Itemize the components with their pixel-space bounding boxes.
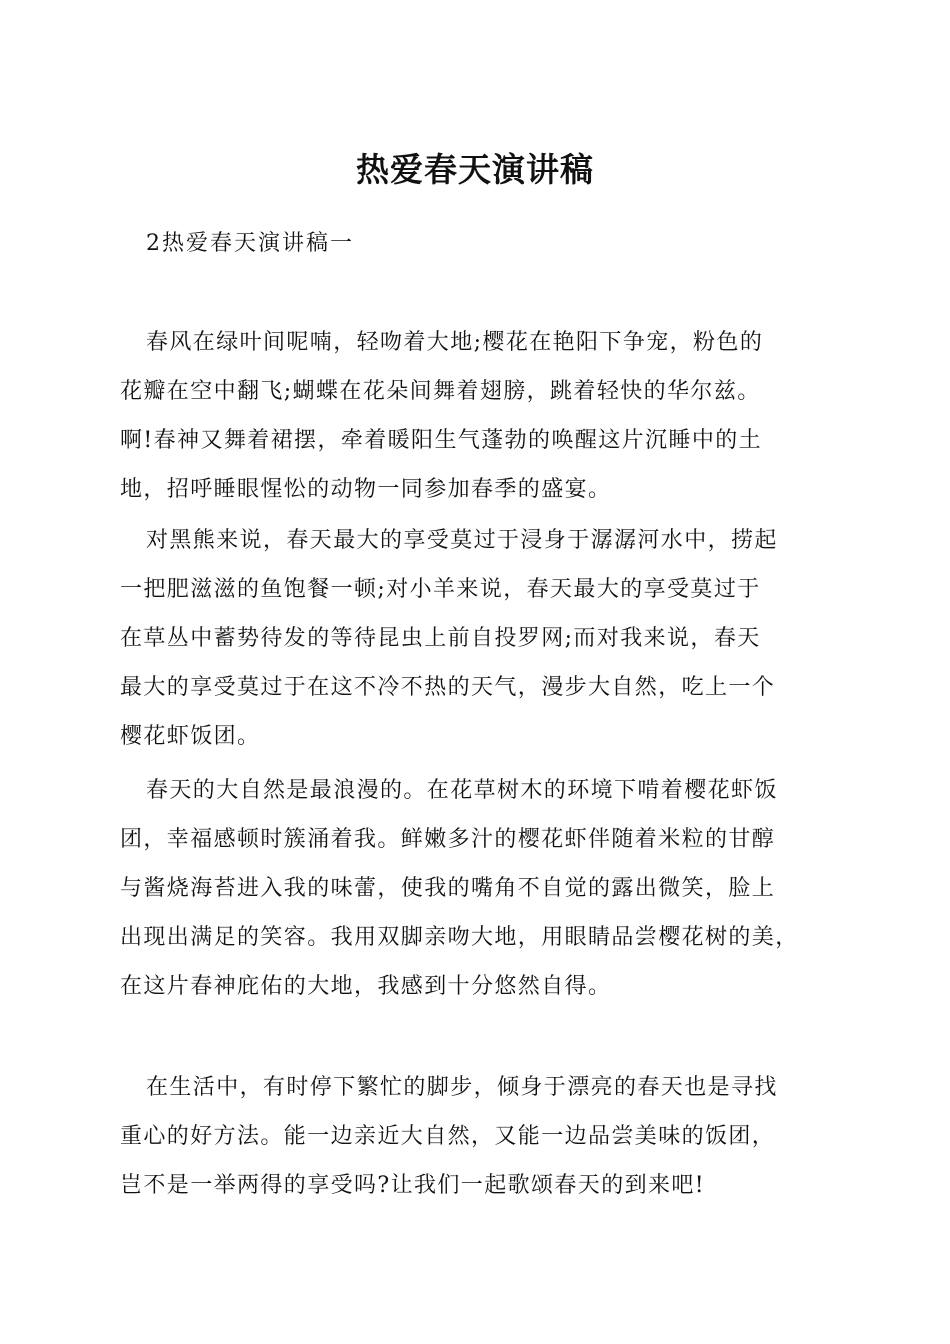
paragraph-line: 啊!春神又舞着裙摆，牵着暖阳生气蓬勃的唤醒这片沉睡中的土	[120, 428, 763, 453]
paragraph-line: 樱花虾饭团。	[120, 724, 261, 749]
paragraph-line: 与酱烧海苔进入我的味蕾，使我的嘴角不自觉的露出微笑，脸上	[120, 876, 776, 901]
paragraph-line: 春天的大自然是最浪漫的。在花草树木的环境下啃着樱花虾饭	[146, 778, 778, 803]
paragraph-line: 在生活中，有时停下繁忙的脚步，倾身于漂亮的春天也是寻找	[146, 1075, 778, 1100]
paragraph-line: 在草丛中蓄势待发的等待昆虫上前自投罗网;而对我来说，春天	[120, 626, 761, 651]
paragraph-line: 地，招呼睡眼惺忪的动物一同参加春季的盛宴。	[120, 477, 612, 502]
paragraph-1	[120, 318, 840, 514]
paragraph-line: 花瓣在空中翻飞;蝴蝶在花朵间舞着翅膀，跳着轻快的华尔兹。	[120, 379, 761, 404]
paragraph-line: 岂不是一举两得的享受吗?让我们一起歌颂春天的到来吧!	[120, 1173, 706, 1198]
paragraph-line: 春风在绿叶间呢喃，轻吻着大地;樱花在艳阳下争宠，粉色的	[146, 330, 764, 355]
paragraph-line: 对黑熊来说，春天最大的享受莫过于浸身于潺潺河水中，捞起	[146, 528, 778, 553]
document-subtitle: 2热爱春天演讲稿一	[146, 231, 354, 256]
paragraph-3	[120, 766, 840, 1011]
paragraph-line: 一把肥滋滋的鱼饱餐一顿;对小羊来说，春天最大的享受莫过于	[120, 577, 761, 602]
paragraph-2	[120, 516, 840, 761]
document-title: 热爱春天演讲稿	[356, 150, 594, 189]
paragraph-line: 出现出满足的笑容。我用双脚亲吻大地，用眼睛品尝樱花树的美，	[120, 925, 799, 950]
paragraph-line: 在这片春神庇佑的大地，我感到十分悠然自得。	[120, 974, 612, 999]
paragraph-line: 重心的好方法。能一边亲近大自然，又能一边品尝美味的饭团，	[120, 1124, 776, 1149]
paragraph-line: 团，幸福感顿时簇涌着我。鲜嫩多汁的樱花虾伴随着米粒的甘醇	[120, 827, 776, 852]
paragraph-line: 最大的享受莫过于在这不冷不热的天气，漫步大自然，吃上一个	[120, 675, 776, 700]
paragraph-4	[120, 1063, 840, 1210]
